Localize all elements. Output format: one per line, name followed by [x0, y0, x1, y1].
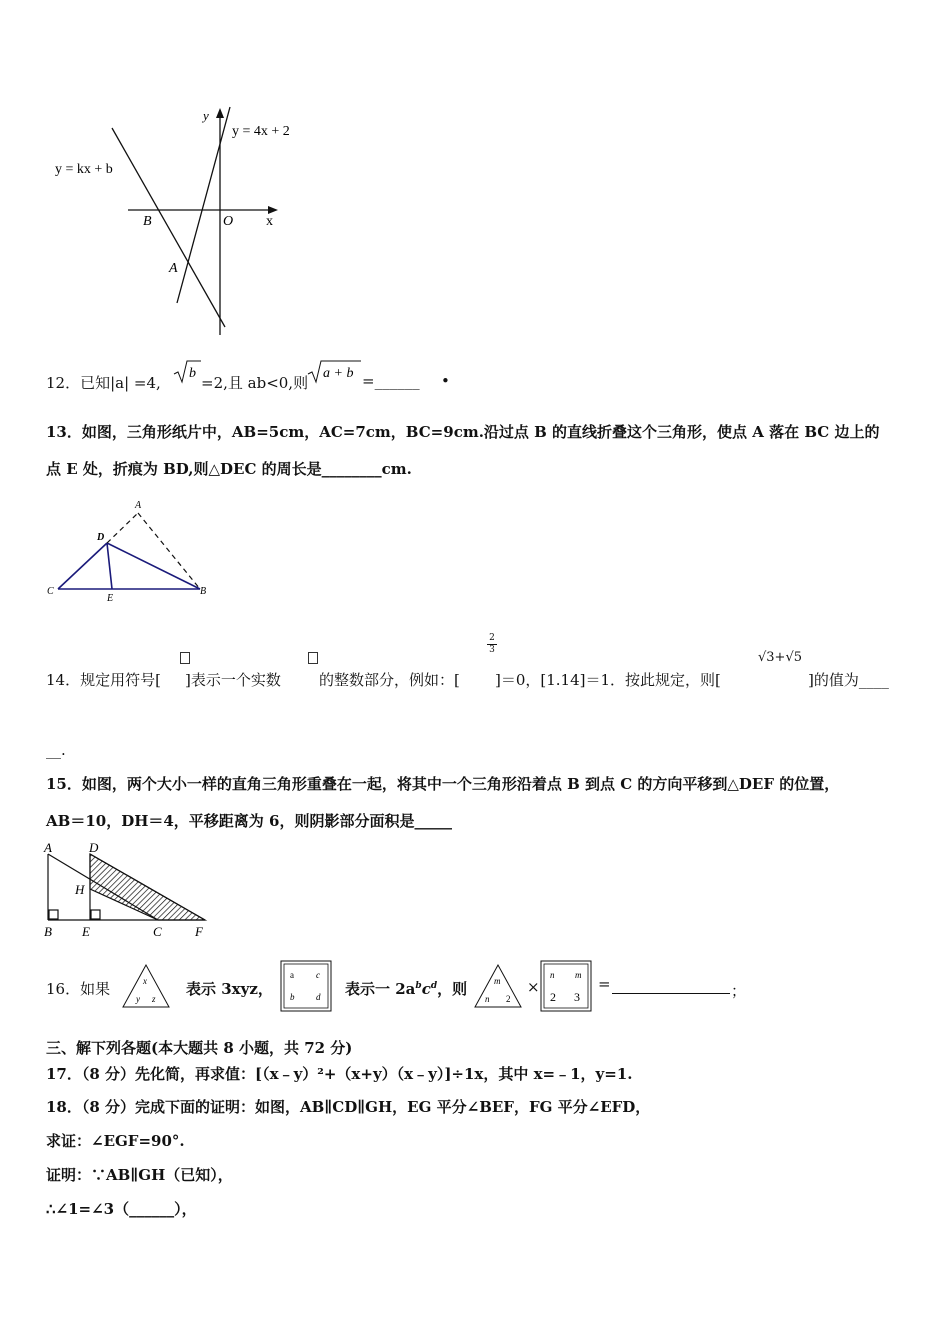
q18-line2: 求证：∠EGF=90°. [46, 1132, 185, 1150]
fig15-label-e: E [82, 924, 90, 939]
sqrt-b-symbol [172, 358, 202, 386]
line-4x-plus-2 [177, 107, 230, 303]
linear-graph-figure [40, 95, 330, 350]
tri2-right: 2 [506, 994, 511, 1004]
segment-da-dashed [107, 513, 138, 543]
box2-br: 3 [574, 990, 580, 1004]
q18-line3: 证明：∵AB∥GH（已知）， [46, 1166, 233, 1184]
fig15-label-d: D [89, 840, 99, 855]
fraction-two-thirds [487, 634, 497, 655]
q12-dot: • [441, 372, 450, 390]
q16-end: ； [731, 982, 747, 1000]
triangle-symbol-xyz [120, 962, 172, 1010]
box1-tl: a [290, 970, 294, 980]
tri1-right: z [152, 994, 156, 1004]
box1-tr: c [316, 970, 320, 980]
y-axis-arrow [216, 108, 224, 118]
box2-tr: m [575, 970, 582, 980]
point-a-label: A [169, 261, 178, 276]
q16-prefix: 16．如果 [46, 980, 111, 998]
box1-br: d [316, 992, 321, 1002]
q14-part2: ]表示一个实数 [185, 671, 281, 689]
fig15-label-c: C [153, 924, 162, 939]
fig13-label-c: C [47, 586, 54, 597]
q18-line1: 18．（8 分）完成下面的证明：如图，AB∥CD∥GH，EG 平分∠BEF，FG 平分∠EFD， [46, 1098, 651, 1116]
sqrt-b-text: b [189, 366, 196, 381]
q16-equals: = [598, 975, 611, 993]
q14-part4: ]＝0，[1.14]＝1．按此规定，则[ [495, 671, 721, 689]
box2-tl: n [550, 970, 555, 980]
sqrt3-plus-sqrt5: √3+√5 [758, 650, 803, 665]
fig15-label-b: B [44, 924, 52, 939]
q16-mid-c: c [421, 980, 431, 998]
q12-prefix: 12．已知|a| =4, [46, 374, 161, 392]
frac-den: 3 [489, 645, 495, 655]
sqrt-ab-text: a + b [323, 366, 354, 381]
q16-rep2 [345, 978, 467, 999]
sqrt-ab-symbol [306, 358, 362, 386]
triangle-symbol-mn2 [472, 962, 524, 1010]
right-angle-b [49, 910, 58, 919]
line1-label: y = 4x + 2 [232, 124, 290, 139]
q15-line1: 15．如图，两个大小一样的直角三角形重叠在一起，将其中一个三角形沿着点 B 到点 C 的方向平移到△DEF 的位置， [46, 775, 840, 793]
y-axis-label: y [203, 108, 209, 123]
point-o-label: O [223, 214, 234, 229]
segment-de [107, 543, 112, 589]
box2-bl: 2 [550, 990, 556, 1004]
placeholder-box-icon [308, 652, 318, 664]
fig15-label-h: H [75, 882, 85, 897]
q14-part5: ]的值为____ [808, 671, 889, 689]
segment-cd [58, 543, 107, 589]
segment-ab-dashed [138, 513, 200, 589]
q14-part1: 14．规定用符号[ [46, 671, 161, 689]
tri1-top: x [143, 976, 147, 986]
q14-line2: __. [46, 741, 66, 759]
line-kx-plus-b [112, 128, 225, 327]
q16-rep2-text: 表示一 2a [345, 980, 416, 998]
box-symbol-abcd [280, 960, 332, 1012]
q16-times: × [527, 978, 540, 996]
x-axis-arrow [268, 206, 278, 214]
tri2-top: m [494, 976, 501, 986]
box-symbol-nm23 [540, 960, 592, 1012]
triangle-fold-figure [40, 495, 225, 605]
question-14 [46, 669, 161, 690]
fig13-label-a: A [135, 500, 142, 511]
fig15-label-a: A [44, 840, 52, 855]
fig15-label-f: F [195, 924, 203, 939]
q16-sup-b: b [415, 981, 422, 991]
q16-rep1: 表示 3xyz， [186, 980, 273, 998]
question-17: 17．（8 分）先化简，再求值：[（x﹣y）²+（x+y）（x﹣y）]÷1x，其中 x=﹣1，y=1. [46, 1065, 633, 1083]
fig13-label-e: E [107, 593, 114, 604]
q13-line1: 13．如图，三角形纸片中，AB=5cm，AC=7cm，BC=9cm.沿过点 B 的直线折叠这个三角形，使点 A 落在 BC 边上的 [46, 423, 880, 441]
box1-bl: b [290, 992, 295, 1002]
frac-num: 2 [489, 633, 495, 643]
tri2-left: n [485, 994, 490, 1004]
fig13-label-d: D [97, 532, 105, 543]
question-12 [46, 372, 161, 393]
placeholder-box-icon [180, 652, 190, 664]
q18-line4: ∴∠1=∠3（______）， [46, 1200, 197, 1218]
q14-part3: 的整数部分，例如：[ [319, 671, 460, 689]
q12-mid: =2,且 ab<0,则 [201, 374, 309, 392]
line2-label: y = kx + b [55, 162, 113, 177]
q16-sup-d: d [430, 981, 438, 991]
segment-db [107, 543, 200, 589]
q16-then: ，则 [437, 980, 468, 998]
q12-suffix: =______ [362, 372, 420, 390]
q13-line2: 点 E 处，折痕为 BD,则△DEC 的周长是________cm. [46, 460, 412, 478]
translated-triangles-figure [40, 838, 220, 943]
fig13-label-b: B [200, 586, 207, 597]
point-b-label: B [143, 214, 152, 229]
tri1-left: y [136, 994, 140, 1004]
section-3-heading: 三、解下列各题(本大题共 8 小题，共 72 分) [46, 1039, 353, 1057]
q16-answer-blank [612, 993, 730, 994]
right-angle-e [91, 910, 100, 919]
x-axis-label: x [266, 214, 273, 229]
q15-line2: AB＝10，DH＝4，平移距离为 6，则阴影部分面积是_____ [46, 812, 452, 830]
